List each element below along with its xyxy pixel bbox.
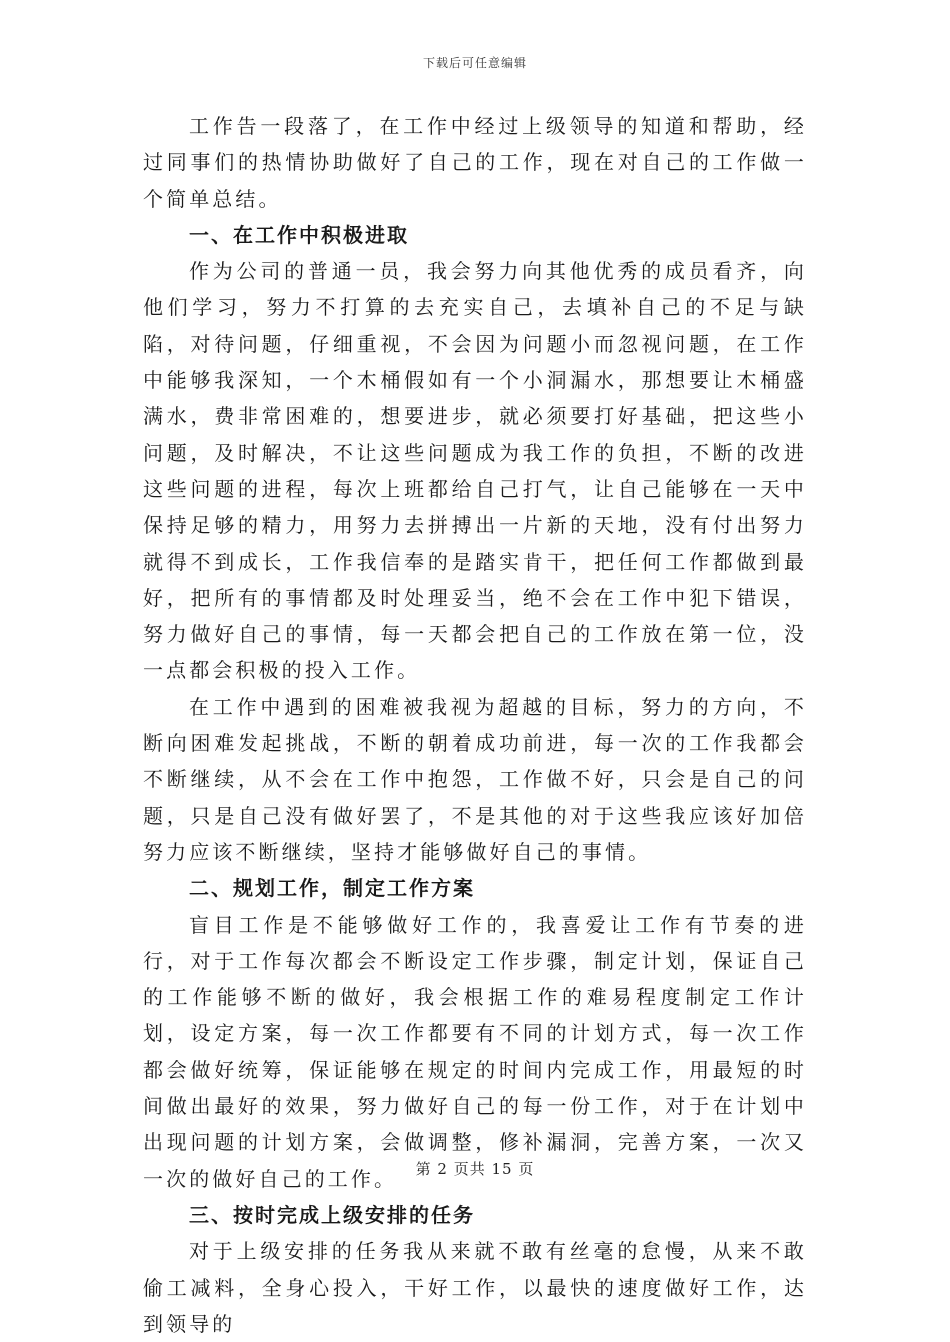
page-number-footer: 第 2 页共 15 页: [415, 1160, 535, 1178]
section-1-paragraph-2: 在工作中遇到的困难被我视为超越的目标，努力的方向，不断向困难发起挑战，不断的朝着成功前进，每一次的工作我都会不断继续，从不会在工作中抱怨，工作做不好，只会是自己的问题，只是自己没有做好罢了，不是其他的对于这些我应该好加倍努力应该不断继续，坚持才能够做好自己的事情。: [143, 694, 807, 864]
intro-paragraph: 工作告一段落了，在工作中经过上级领导的知道和帮助，经过同事们的热情协助做好了自己的工作，现在对自己的工作做一个简单总结。: [143, 114, 807, 211]
document-body: [143, 108, 807, 1342]
header-note: 下载后可任意编辑: [422, 56, 527, 70]
section-heading-2: 二、规划工作，制定工作方案: [189, 876, 475, 901]
section-2-paragraph-1: 盲目工作是不能够做好工作的，我喜爱让工作有节奏的进行，对于工作每次都会不断设定工作步骤，制定计划，保证自己的工作能够不断的做好，我会根据工作的难易程度制定工作计划，设定方案，每一次工作都要有不同的计划方式，每一次工作都会做好统筹，保证能够在规定的时间内完成工作，用最短的时间做出最好的效果，努力做好自己的每一份工作，对于在计划中出现问题的计划方案，会做调整，修补漏洞，完善方案，一次又一次的做好自己的工作。: [143, 912, 807, 1191]
section-1-paragraph-1: 作为公司的普通一员，我会努力向其他优秀的成员看齐，向他们学习，努力不打算的去充实自己，去填补自己的不足与缺陷，对待问题，仔细重视，不会因为问题小而忽视问题，在工作中能够我深知，一个木桶假如有一个小洞漏水，那想要让木桶盛满水，费非常困难的，想要进步，就必须要打好基础，把这些小问题，及时解决，不让这些问题成为我工作的负担，不断的改进这些问题的进程，每次上班都给自己打气，让自己能够在一天中保持足够的精力，用努力去拼搏出一片新的天地，没有付出努力就得不到成长，工作我信奉的是踏实肯干，把任何工作都做到最好，把所有的事情都及时处理妥当，绝不会在工作中犯下错误，努力做好自己的事情，每一天都会把自己的工作放在第一位，没一点都会积极的投入工作。: [143, 259, 807, 683]
section-heading-3: 三、按时完成上级安排的任务: [189, 1202, 475, 1227]
section-heading-1: 一、在工作中积极进取: [189, 222, 409, 247]
section-3-paragraph-1: 对于上级安排的任务我从来就不敢有丝毫的怠慢，从来不敢偷工减料，全身心投入，干好工作，以最快的速度做好工作，达到领导的: [143, 1239, 807, 1336]
